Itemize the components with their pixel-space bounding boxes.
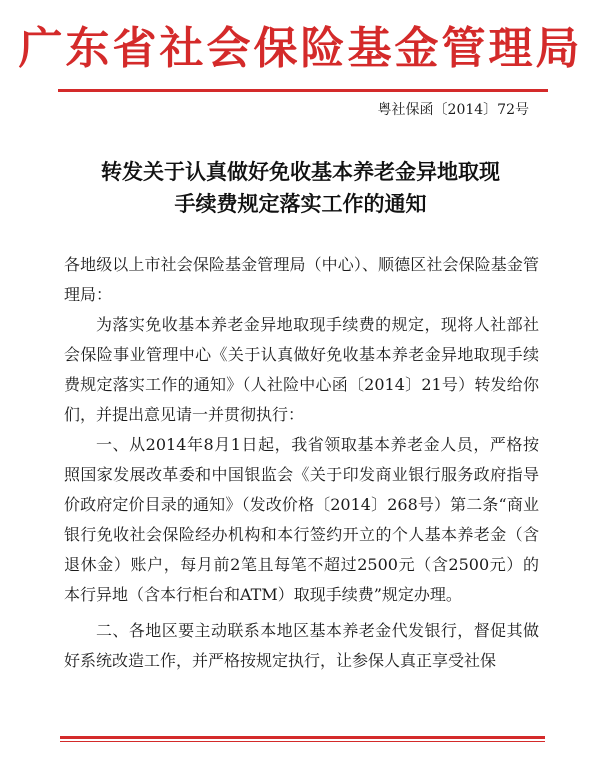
agency-header: 广东省社会保险基金管理局 xyxy=(18,23,583,74)
document-number: 粤社保函〔2014〕72号 xyxy=(377,102,529,118)
paragraph-1: 为落实免收基本养老金异地取现手续费的规定，现将人社部社会保险事业管理中心《关于认真做好免收基本养老金异地取现手续费规定落实工作的通知》（人社险中心函〔2014〕21号）转发给你们，并提出意见请一并贯彻执行： xyxy=(64,315,539,424)
document-title-line1: 转发关于认真做好免收基本养老金异地取现 xyxy=(101,159,500,184)
paragraph-3: 二、各地区要主动联系本地区基本养老金代发银行，督促其做好系统改造工作，并严格按规定执行，让参保人真正享受社保 xyxy=(64,621,539,670)
paragraph-2: 一、从2014年8月1日起，我省领取基本养老金人员，严格按照国家发展改革委和中国银监会《关于印发商业银行服务政府指导价政府定价目录的通知》（发改价格〔2014〕268号）第二条“商业银行免收社会保险经办机构和本行签约开立的个人基本养老金（含退休金）账户，每月前2笔且每笔不超过2500元（含2500元）的本行异地（含本行柜台和ATM）取现手续费”规定办理。 xyxy=(64,435,539,604)
footer-red-rule xyxy=(60,736,545,739)
document-body xyxy=(64,250,539,676)
footer-red-rule-thin xyxy=(60,741,545,742)
header-red-rule xyxy=(58,89,548,92)
document-title-line2: 手续费规定落实工作的通知 xyxy=(174,191,427,216)
salutation: 各地级以上市社会保险基金管理局（中心）、顺德区社会保险基金管理局： xyxy=(64,255,539,304)
